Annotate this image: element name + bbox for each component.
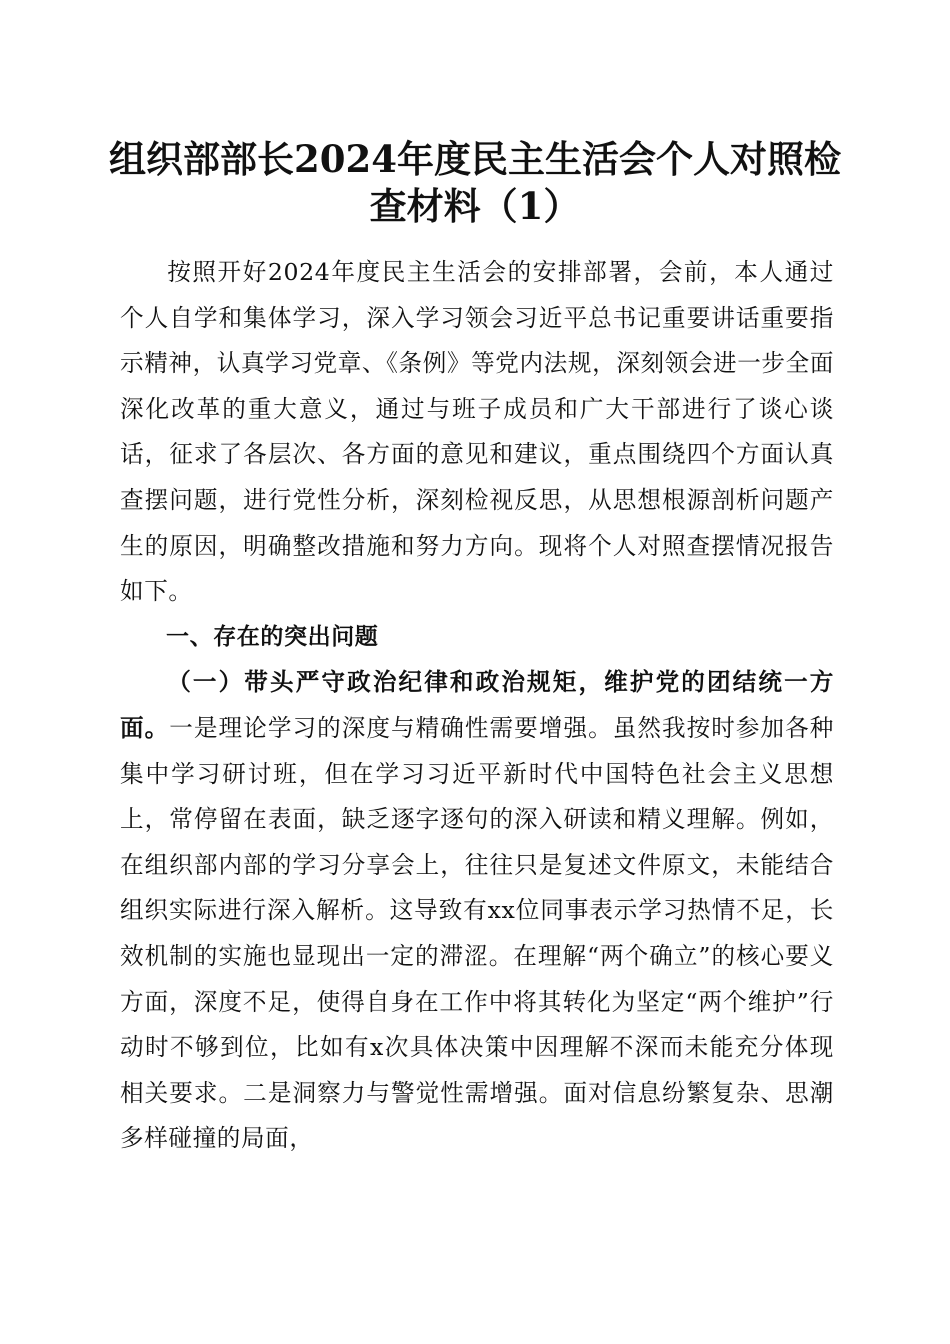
title-line-1: 组织部部长2024年度民主生活会个人对照检 <box>109 137 841 181</box>
document-body <box>120 250 834 1162</box>
document-title <box>100 136 850 230</box>
subsection-heading: （一）带头严守政治纪律和政治规矩，维护党的团结统一方面。 <box>120 668 834 742</box>
intro-paragraph: 按照开好2024年度民主生活会的安排部署，会前，本人通过个人自学和集体学习，深入学习领会习近平总书记重要讲话重要指示精神，认真学习党章、《条例》等党内法规，深刻领会进一步全面深化改革的重大意义，通过与班子成员和广大干部进行了谈心谈话，征求了各层次、各方面的意见和建议，重点围绕四个方面认真查摆问题，进行党性分析，深刻检视反思，从思想根源剖析问题产生的原因，明确整改措施和努力方向。现将个人对照查摆情况报告如下。 <box>120 258 835 606</box>
subsection-paragraph <box>120 660 834 1162</box>
subsection-body: 一是理论学习的深度与精确性需要增强。虽然我按时参加各种集中学习研讨班，但在学习习近平新时代中国特色社会主义思想上，常停留在表面，缺乏逐字逐句的深入研读和精义理解。例如，在组织部内部的学习分享会上，往往只是复述文件原文，未能结合组织实际进行深入解析。这导致有xx位同事表示学习热情不足，长效机制的实施也显现出一定的滞涩。在理解“两个确立”的核心要义方面，深度不足，使得自身在工作中将其转化为坚定“两个维护”行动时不够到位，比如有x次具体决策中因理解不深而未能充分体现相关要求。二是洞察力与警觉性需增强。面对信息纷繁复杂、思潮多样碰撞的局面， <box>120 713 835 1153</box>
title-line-2: 查材料（1） <box>369 184 581 228</box>
section-heading: 一、存在的突出问题 <box>166 623 379 650</box>
